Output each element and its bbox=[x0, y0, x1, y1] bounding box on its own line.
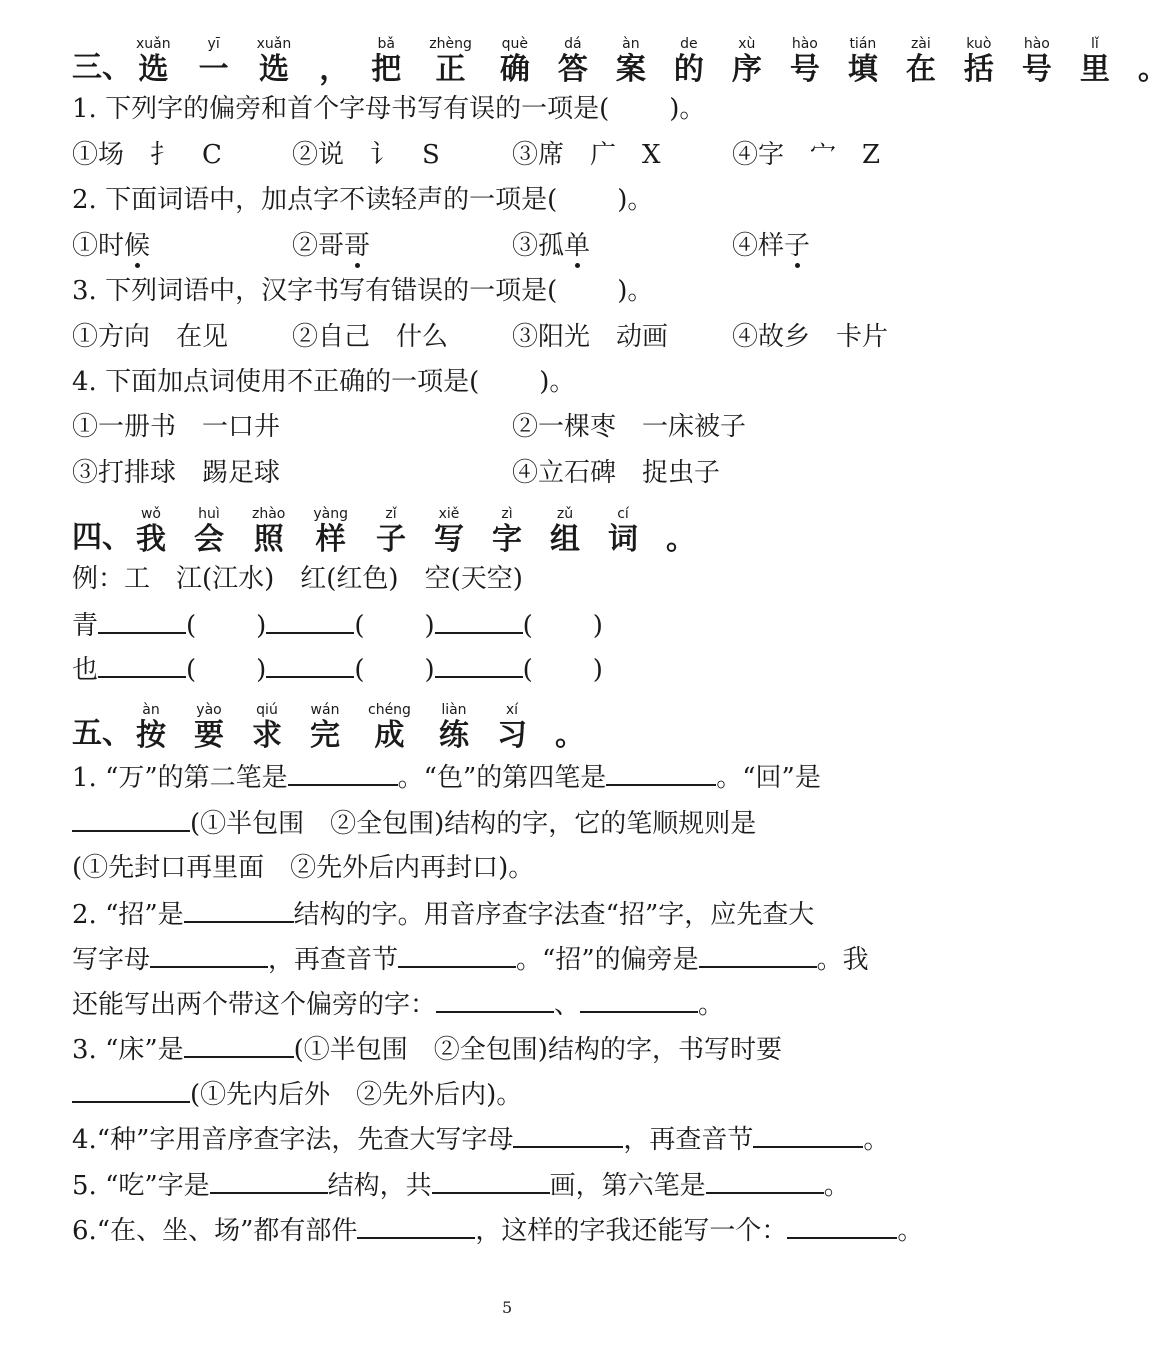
section-5-number: 五、 bbox=[72, 716, 132, 751]
pinyin: dá bbox=[564, 36, 582, 52]
heading-char bbox=[608, 506, 638, 558]
pinyin: zì bbox=[501, 506, 513, 522]
hanzi: 括 bbox=[963, 52, 994, 87]
heading-end-mark: 。 bbox=[554, 718, 585, 753]
pinyin: huì bbox=[198, 506, 220, 522]
s3-q1-option-1: ①场 扌 C bbox=[72, 140, 222, 170]
pinyin: yàng bbox=[313, 506, 348, 522]
s3-q3-option-4: ④故乡 卡片 bbox=[732, 322, 889, 352]
pinyin: wǒ bbox=[140, 506, 161, 522]
pinyin: àn bbox=[142, 702, 160, 718]
pinyin: xuǎn bbox=[256, 36, 292, 52]
hanzi: ， bbox=[319, 52, 350, 87]
s3-q4-option-3: ③打排球 踢足球 bbox=[72, 458, 281, 488]
hanzi: 选 bbox=[138, 52, 169, 87]
heading-char bbox=[136, 36, 171, 88]
pinyin: bǎ bbox=[377, 36, 395, 52]
heading-end-mark: 。 bbox=[666, 522, 696, 557]
hanzi: 里 bbox=[1079, 52, 1110, 87]
s5-q2-line-2: 写字母 ，再查音节 。“招”的偏旁是 。我 bbox=[72, 942, 869, 977]
s3-q1-prompt: 1. 下列字的偏旁和首个字母书写有误的一项是( )。 bbox=[72, 94, 706, 124]
s3-q2-option-3: ③孤单 bbox=[512, 231, 591, 261]
heading-char bbox=[550, 506, 580, 558]
pinyin: zǐ bbox=[385, 506, 397, 522]
heading-char bbox=[136, 506, 166, 558]
heading-char bbox=[732, 36, 762, 88]
s5-q3-line-1: 3. “床”是 (①半包围 ②全包围)结构的字，书写时要 bbox=[72, 1032, 782, 1067]
heading-char bbox=[616, 36, 646, 88]
hanzi: 求 bbox=[252, 718, 282, 753]
heading-end-mark: 。 bbox=[1137, 52, 1168, 87]
heading-char bbox=[319, 36, 349, 88]
hanzi: 填 bbox=[847, 52, 878, 87]
heading-char bbox=[790, 36, 820, 88]
heading-char bbox=[310, 702, 340, 754]
hanzi: 在 bbox=[905, 52, 936, 87]
hanzi: 一 bbox=[198, 52, 229, 87]
s3-q2-option-1: ①时候 bbox=[72, 231, 151, 261]
pinyin: xí bbox=[505, 702, 519, 718]
pinyin: àn bbox=[622, 36, 640, 52]
hanzi: 成 bbox=[374, 718, 405, 753]
s3-q4-option-1: ①一册书 一口井 bbox=[72, 412, 281, 442]
s3-q1-option-4: ④字 宀 Z bbox=[732, 140, 881, 170]
heading-char bbox=[439, 702, 469, 754]
hanzi: 正 bbox=[435, 52, 466, 87]
section-3-number: 三、 bbox=[72, 50, 132, 85]
s5-q1-line-3: (①先封口再里面 ②先外后内再封口)。 bbox=[72, 853, 535, 883]
s5-q5: 5. “吃”字是 结构，共 画，第六笔是 。 bbox=[72, 1168, 850, 1203]
hanzi: 我 bbox=[136, 522, 166, 557]
heading-char bbox=[136, 702, 166, 754]
hanzi: 把 bbox=[371, 52, 402, 87]
hanzi: 按 bbox=[136, 718, 166, 753]
s3-q3-option-2: ②自己 什么 bbox=[292, 322, 449, 352]
section-4-number: 四、 bbox=[72, 520, 132, 555]
pinyin: zǔ bbox=[556, 506, 574, 522]
s5-q1-line-1: 1. “万”的第二笔是 。“色”的第四笔是 。“回”是 bbox=[72, 760, 821, 795]
heading-char bbox=[194, 506, 224, 558]
pinyin: xiě bbox=[438, 506, 460, 522]
heading-char bbox=[1080, 36, 1110, 88]
heading-char bbox=[674, 36, 704, 88]
pinyin: tián bbox=[849, 36, 877, 52]
pinyin: zhèng bbox=[429, 36, 472, 52]
s5-q3-line-2: (①先内后外 ②先外后内)。 bbox=[72, 1077, 522, 1112]
s4-example: 例：工 江(江水) 红(红色) 空(天空) bbox=[72, 564, 523, 594]
pinyin: hào bbox=[791, 36, 818, 52]
s3-q3-option-1: ①方向 在见 bbox=[72, 322, 229, 352]
heading-char bbox=[371, 36, 401, 88]
heading-char bbox=[313, 506, 348, 558]
pinyin: zài bbox=[910, 36, 931, 52]
hanzi: 写 bbox=[434, 522, 464, 557]
hanzi: 案 bbox=[615, 52, 646, 87]
pinyin: kuò bbox=[966, 36, 992, 52]
hanzi: 子 bbox=[376, 522, 406, 557]
s5-q2-line-3: 还能写出两个带这个偏旁的字： 、 。 bbox=[72, 987, 724, 1022]
heading-char bbox=[964, 36, 994, 88]
hanzi: 词 bbox=[608, 522, 638, 557]
hanzi: 选 bbox=[258, 52, 289, 87]
pinyin: wán bbox=[310, 702, 340, 718]
pinyin: hào bbox=[1023, 36, 1050, 52]
s3-q4-prompt: 4. 下面加点词使用不正确的一项是( )。 bbox=[72, 367, 576, 397]
s3-q3-option-3: ③阳光 动画 bbox=[512, 322, 669, 352]
page-number: 5 bbox=[502, 1298, 513, 1317]
hanzi: 答 bbox=[557, 52, 588, 87]
section-3-heading bbox=[72, 36, 1168, 88]
hanzi: 样 bbox=[315, 522, 346, 557]
s3-q2-prompt: 2. 下面词语中，加点字不读轻声的一项是( )。 bbox=[72, 185, 654, 215]
heading-char bbox=[252, 702, 282, 754]
pinyin: liàn bbox=[441, 702, 467, 718]
heading-char bbox=[558, 36, 588, 88]
hanzi: 练 bbox=[438, 718, 469, 753]
hanzi: 序 bbox=[731, 52, 762, 87]
s3-q3-prompt: 3. 下列词语中，汉字书写有错误的一项是( )。 bbox=[72, 276, 654, 306]
hanzi: 照 bbox=[253, 522, 284, 557]
s3-q1-option-2: ②说 讠 S bbox=[292, 140, 440, 170]
heading-char bbox=[368, 702, 411, 754]
heading-char bbox=[500, 36, 530, 88]
pinyin: chéng bbox=[368, 702, 411, 718]
heading-char bbox=[429, 36, 472, 88]
heading-char bbox=[906, 36, 936, 88]
heading-char bbox=[194, 702, 224, 754]
s4-row-2: 也 ( ) ( ) ( ) bbox=[72, 652, 603, 687]
hanzi: 字 bbox=[492, 522, 522, 557]
heading-char bbox=[492, 506, 522, 558]
pinyin: xù bbox=[738, 36, 756, 52]
s3-q2-option-2: ②哥哥 bbox=[292, 231, 371, 261]
heading-char bbox=[497, 702, 527, 754]
hanzi: 要 bbox=[194, 718, 224, 753]
pinyin: xuǎn bbox=[136, 36, 171, 52]
heading-char bbox=[257, 36, 292, 88]
hanzi: 习 bbox=[496, 718, 527, 753]
pinyin: lǐ bbox=[1090, 36, 1099, 52]
heading-char bbox=[376, 506, 406, 558]
hanzi: 完 bbox=[310, 718, 340, 753]
s5-q1-line-2: (①半包围 ②全包围)结构的字，它的笔顺规则是 bbox=[72, 806, 756, 841]
heading-char bbox=[252, 506, 285, 558]
s3-q1-option-3: ③席 广 X bbox=[512, 140, 661, 170]
section-4-heading bbox=[72, 506, 696, 558]
pinyin: cí bbox=[617, 506, 629, 522]
hanzi: 的 bbox=[673, 52, 704, 87]
heading-char bbox=[1022, 36, 1052, 88]
hanzi: 号 bbox=[789, 52, 820, 87]
pinyin: de bbox=[680, 36, 698, 52]
section-5-heading bbox=[72, 702, 585, 754]
s5-q4: 4.“种”字用音序查字法，先查大写字母 ，再查音节 。 bbox=[72, 1122, 889, 1157]
pinyin: yào bbox=[196, 702, 222, 718]
s5-q2-line-1: 2. “招”是 结构的字。用音序查字法查“招”字，应先查大 bbox=[72, 897, 814, 932]
hanzi: 组 bbox=[550, 522, 580, 557]
s3-q4-option-4: ④立石碑 捉虫子 bbox=[512, 458, 721, 488]
heading-char bbox=[848, 36, 878, 88]
heading-char bbox=[199, 36, 229, 88]
pinyin: qiú bbox=[256, 702, 278, 718]
pinyin: zhào bbox=[252, 506, 286, 522]
pinyin: què bbox=[501, 36, 529, 52]
hanzi: 号 bbox=[1021, 52, 1052, 87]
s3-q4-option-2: ②一棵枣 一床被子 bbox=[512, 412, 747, 442]
heading-char bbox=[434, 506, 464, 558]
hanzi: 会 bbox=[194, 522, 224, 557]
pinyin: yī bbox=[207, 36, 220, 52]
s5-q6: 6.“在、坐、场”都有部件 ，这样的字我还能写一个： 。 bbox=[72, 1213, 923, 1248]
s3-q2-option-4: ④样子 bbox=[732, 231, 811, 261]
s4-row-1: 青 ( ) ( ) ( ) bbox=[72, 608, 603, 643]
hanzi: 确 bbox=[499, 52, 530, 87]
